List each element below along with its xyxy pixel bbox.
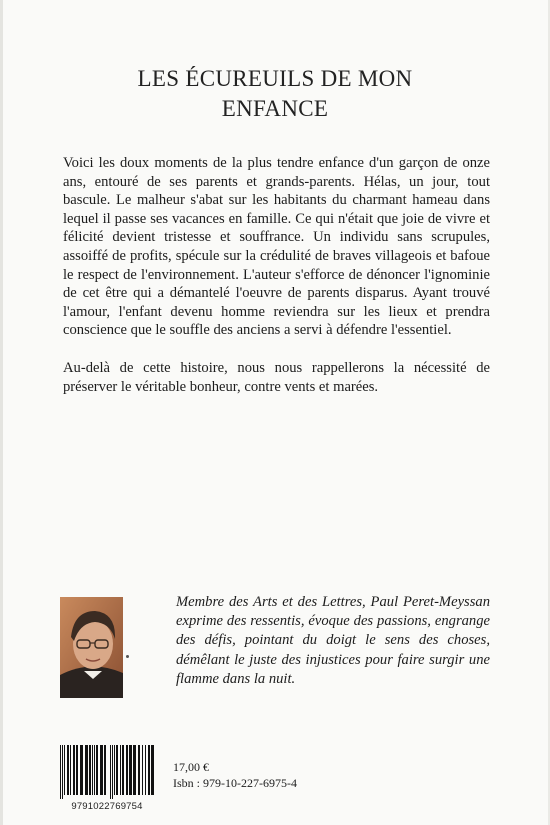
book-title-line-1: LES ÉCUREUILS DE MON [137,66,413,91]
barcode-number: 9791022769754 [71,801,143,812]
price-isbn-block [173,759,297,791]
isbn-barcode [58,745,156,812]
page-edge-left [0,0,3,825]
printed-dot [126,655,129,658]
book-title [60,64,490,124]
author-bio: Membre des Arts et des Lettres, Paul Peret-Meyssan exprime des ressentis, évoque des passions, engrange des défis, pointant du doigt le sens des choses, démêlant le juste des injustices pour faire surgir une flamme dans la nuit. [176,594,490,687]
isbn-label: Isbn : 979-10-227-6975-4 [173,776,297,790]
price-label: 17,00 € [173,760,209,774]
blurb-paragraph-2: Au-delà de cette histoire, nous nous rappellerons la nécessité de préserver le véritable bonheur, contre vents et marées. [63,359,490,395]
book-title-line-2: ENFANCE [221,96,329,121]
barcode-bars [58,745,156,799]
back-cover-blurb [63,154,490,415]
author-photo [60,597,123,698]
blurb-paragraph-1: Voici les doux moments de la plus tendre enfance d'un garçon de onze ans, entouré de ses parents et grands-parents. Hélas, un jour, tout bascule. Le malheur s'abat sur les habitants du charmant hameau dans lequel il passe ses vacances en famille. Ce qui n'était que joie de vivre et félicité devient tristesse et souffrance. Un individu sans scrupules, assoiffé de profits, spécule sur la crédulité de braves villageois et bafoue le respect de l'environnement. L'auteur s'efforce de dénoncer l'ignominie de cet être qui a démantelé l'oeuvre de parents disparus. Ayant trouvé l'amour, l'enfant devenu homme reviendra sur les lieux et prendra conscience que le souffle des anciens a servi à défendre l'essentiel. [63,155,490,339]
